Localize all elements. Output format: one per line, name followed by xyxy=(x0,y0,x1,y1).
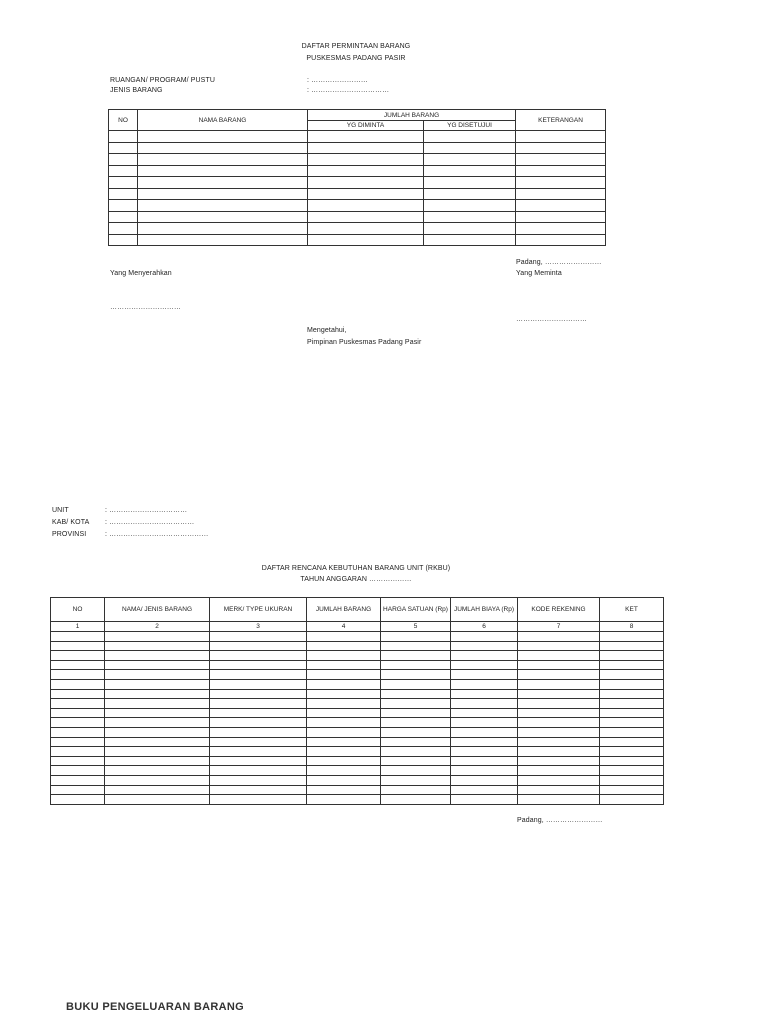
table-row xyxy=(51,737,664,747)
label-yang-menyerahkan: Yang Menyerahkan xyxy=(110,270,172,277)
table-cell xyxy=(518,699,600,709)
table-cell xyxy=(51,660,105,670)
field-value-unit: : …………………………… xyxy=(105,507,188,514)
table-cell xyxy=(451,670,518,680)
table-cell xyxy=(518,766,600,776)
table-cell xyxy=(105,766,210,776)
table-cell xyxy=(51,718,105,728)
form2-subtitle: TAHUN ANGGARAN ……………… xyxy=(300,576,412,583)
table-cell xyxy=(451,756,518,766)
table-cell xyxy=(518,632,600,642)
table-cell xyxy=(308,188,424,200)
table-cell xyxy=(381,795,451,805)
table-cell xyxy=(307,766,381,776)
table-cell xyxy=(51,737,105,747)
table-cell xyxy=(210,775,307,785)
rkbu-colnum: 2 xyxy=(105,622,210,632)
table-cell xyxy=(307,708,381,718)
table-cell xyxy=(308,200,424,212)
table-cell xyxy=(451,737,518,747)
table-cell xyxy=(451,679,518,689)
table-cell xyxy=(451,641,518,651)
table-cell xyxy=(109,131,138,143)
table-cell xyxy=(307,641,381,651)
table-cell xyxy=(51,727,105,737)
table-cell xyxy=(51,670,105,680)
table-row xyxy=(51,766,664,776)
table-cell xyxy=(51,632,105,642)
table-cell xyxy=(600,708,664,718)
rkbu-header-ket: KET xyxy=(600,598,664,622)
table-cell xyxy=(424,154,516,166)
table-row xyxy=(109,165,606,177)
rkbu-colnum: 1 xyxy=(51,622,105,632)
table-cell xyxy=(600,699,664,709)
table-cell xyxy=(210,632,307,642)
table-cell xyxy=(381,718,451,728)
table-cell xyxy=(451,708,518,718)
table-cell xyxy=(307,670,381,680)
rkbu-header-jumlah-barang: JUMLAH BARANG xyxy=(307,598,381,622)
table-cell xyxy=(105,651,210,661)
table-row xyxy=(109,188,606,200)
table-row xyxy=(51,795,664,805)
table-cell xyxy=(307,679,381,689)
table-cell xyxy=(105,718,210,728)
table-cell xyxy=(381,756,451,766)
table-cell xyxy=(451,689,518,699)
table-cell xyxy=(138,165,308,177)
table-cell xyxy=(600,632,664,642)
table-cell xyxy=(51,679,105,689)
table-cell xyxy=(381,670,451,680)
table-cell xyxy=(109,223,138,235)
table-cell xyxy=(518,641,600,651)
table-cell xyxy=(210,651,307,661)
table-cell xyxy=(105,699,210,709)
table-cell xyxy=(210,737,307,747)
table-cell xyxy=(424,200,516,212)
field-value-provinsi: : …………………………………… xyxy=(105,531,209,538)
table-cell xyxy=(518,747,600,757)
rkbu-colnum: 7 xyxy=(518,622,600,632)
table-cell xyxy=(451,795,518,805)
rkbu-header-harga-satuan: HARGA SATUAN (Rp) xyxy=(381,598,451,622)
field-label-unit: UNIT xyxy=(52,507,69,514)
table-cell xyxy=(138,177,308,189)
table-cell xyxy=(451,785,518,795)
table-cell xyxy=(600,718,664,728)
table-row xyxy=(51,756,664,766)
table-cell xyxy=(138,188,308,200)
table-cell xyxy=(518,670,600,680)
field-label-ruangan: RUANGAN/ PROGRAM/ PUSTU xyxy=(110,77,215,84)
table-cell xyxy=(138,142,308,154)
header-keterangan: KETERANGAN xyxy=(516,110,606,131)
table-cell xyxy=(518,727,600,737)
table-cell xyxy=(105,641,210,651)
table-cell xyxy=(600,737,664,747)
table-cell xyxy=(381,699,451,709)
table-row xyxy=(51,651,664,661)
table-cell xyxy=(109,177,138,189)
table-cell xyxy=(105,632,210,642)
table-cell xyxy=(105,660,210,670)
table-cell xyxy=(381,689,451,699)
field-label-kab-kota: KAB/ KOTA xyxy=(52,519,90,526)
table-cell xyxy=(105,775,210,785)
table-row xyxy=(109,223,606,235)
table-cell xyxy=(138,223,308,235)
table-cell xyxy=(424,234,516,246)
header-jumlah-barang: JUMLAH BARANG xyxy=(308,110,516,121)
table-cell xyxy=(308,177,424,189)
table-cell xyxy=(210,747,307,757)
table-cell xyxy=(109,142,138,154)
table-cell xyxy=(424,177,516,189)
table-cell xyxy=(381,651,451,661)
table-cell xyxy=(138,211,308,223)
table-cell xyxy=(381,660,451,670)
table-cell xyxy=(109,211,138,223)
table-cell xyxy=(516,188,606,200)
table-row xyxy=(51,775,664,785)
table-row xyxy=(51,679,664,689)
header-yg-diminta: YG DIMINTA xyxy=(308,121,424,131)
table-cell xyxy=(105,708,210,718)
table-cell xyxy=(105,795,210,805)
table-cell xyxy=(518,651,600,661)
table-cell xyxy=(516,223,606,235)
rkbu-table-body xyxy=(51,632,664,805)
table-row xyxy=(51,718,664,728)
table-cell xyxy=(518,756,600,766)
table-cell xyxy=(109,165,138,177)
table-row xyxy=(109,154,606,166)
table-cell xyxy=(516,234,606,246)
table-cell xyxy=(600,775,664,785)
table-cell xyxy=(516,177,606,189)
table-cell xyxy=(210,766,307,776)
table-cell xyxy=(308,142,424,154)
table-cell xyxy=(51,689,105,699)
table-cell xyxy=(516,142,606,154)
table-cell xyxy=(451,699,518,709)
table-cell xyxy=(210,795,307,805)
table-cell xyxy=(381,775,451,785)
table-cell xyxy=(381,785,451,795)
table-cell xyxy=(381,737,451,747)
table-cell xyxy=(105,785,210,795)
table-cell xyxy=(308,165,424,177)
table-cell xyxy=(516,131,606,143)
header-yg-disetujui: YG DISETUJUI xyxy=(424,121,516,131)
table-cell xyxy=(600,679,664,689)
table-cell xyxy=(518,708,600,718)
table-cell xyxy=(308,234,424,246)
table-row xyxy=(51,699,664,709)
table-cell xyxy=(451,766,518,776)
table-row xyxy=(51,670,664,680)
rkbu-header-nama-jenis: NAMA/ JENIS BARANG xyxy=(105,598,210,622)
table-cell xyxy=(307,718,381,728)
table-cell xyxy=(451,651,518,661)
table-cell xyxy=(105,747,210,757)
table-cell xyxy=(381,766,451,776)
form1-subtitle: PUSKESMAS PADANG PASIR xyxy=(306,55,406,62)
table-cell xyxy=(210,708,307,718)
table-row xyxy=(109,131,606,143)
signature-line-right: ………………………… xyxy=(516,316,587,323)
table-cell xyxy=(518,737,600,747)
table-row xyxy=(109,142,606,154)
table-cell xyxy=(424,211,516,223)
table-cell xyxy=(307,737,381,747)
form1-place-date: Padang, …………………… xyxy=(516,259,602,266)
table-cell xyxy=(210,689,307,699)
table-cell xyxy=(210,785,307,795)
table-cell xyxy=(307,727,381,737)
form1-title: DAFTAR PERMINTAAN BARANG xyxy=(301,43,411,50)
table-cell xyxy=(105,679,210,689)
table-cell xyxy=(308,211,424,223)
table-cell xyxy=(307,689,381,699)
table-cell xyxy=(516,200,606,212)
field-value-jenis-barang: : …………………………… xyxy=(307,87,390,94)
table-row xyxy=(109,211,606,223)
table-row xyxy=(51,708,664,718)
table-cell xyxy=(424,142,516,154)
table-cell xyxy=(51,795,105,805)
table-cell xyxy=(518,795,600,805)
table-cell xyxy=(138,234,308,246)
field-label-jenis-barang: JENIS BARANG xyxy=(110,87,163,94)
table-cell xyxy=(451,660,518,670)
table-cell xyxy=(51,775,105,785)
table-cell xyxy=(138,200,308,212)
table-cell xyxy=(307,651,381,661)
table-row xyxy=(51,632,664,642)
table-cell xyxy=(518,660,600,670)
table-cell xyxy=(105,670,210,680)
table-cell xyxy=(307,660,381,670)
table-cell xyxy=(381,679,451,689)
table-cell xyxy=(51,699,105,709)
table-cell xyxy=(600,727,664,737)
table-cell xyxy=(109,188,138,200)
table-cell xyxy=(424,188,516,200)
table-cell xyxy=(600,795,664,805)
table-cell xyxy=(210,670,307,680)
table-cell xyxy=(105,756,210,766)
form2-title: DAFTAR RENCANA KEBUTUHAN BARANG UNIT (RKBU) xyxy=(261,565,451,572)
table-cell xyxy=(307,756,381,766)
table-cell xyxy=(424,131,516,143)
field-value-kab-kota: : ……………………………… xyxy=(105,519,195,526)
table-cell xyxy=(138,154,308,166)
table-cell xyxy=(424,165,516,177)
table-cell xyxy=(308,223,424,235)
table-cell xyxy=(451,718,518,728)
rkbu-colnum: 8 xyxy=(600,622,664,632)
table-cell xyxy=(600,766,664,776)
label-mengetahui: Mengetahui, xyxy=(307,327,347,334)
table-row xyxy=(51,747,664,757)
table-cell xyxy=(105,737,210,747)
table-cell xyxy=(600,689,664,699)
form2-place-date: Padang, …………………… xyxy=(517,817,603,824)
rkbu-colnum: 5 xyxy=(381,622,451,632)
table-cell xyxy=(600,756,664,766)
table-cell xyxy=(307,775,381,785)
table-cell xyxy=(210,718,307,728)
table-cell xyxy=(451,747,518,757)
rkbu-header-kode-rekening: KODE REKENING xyxy=(518,598,600,622)
label-yang-meminta: Yang Meminta xyxy=(516,270,562,277)
rkbu-header-merk-type: MERK/ TYPE UKURAN xyxy=(210,598,307,622)
table-cell xyxy=(210,641,307,651)
table-cell xyxy=(600,747,664,757)
header-no: NO xyxy=(109,110,138,131)
table-row xyxy=(51,641,664,651)
table-cell xyxy=(381,708,451,718)
rkbu-header-jumlah-biaya: JUMLAH BIAYA (Rp) xyxy=(451,598,518,622)
rkbu-colnum: 6 xyxy=(451,622,518,632)
table-cell xyxy=(381,632,451,642)
header-nama-barang: NAMA BARANG xyxy=(138,110,308,131)
table-cell xyxy=(451,632,518,642)
table-cell xyxy=(381,747,451,757)
table-cell xyxy=(516,165,606,177)
rkbu-colnum: 3 xyxy=(210,622,307,632)
footer-heading: BUKU PENGELUARAN BARANG xyxy=(66,1001,245,1013)
table-cell xyxy=(381,641,451,651)
table-row xyxy=(51,689,664,699)
table-cell xyxy=(105,727,210,737)
label-pimpinan: Pimpinan Puskesmas Padang Pasir xyxy=(307,339,422,346)
table-cell xyxy=(600,651,664,661)
permintaan-table-body xyxy=(109,131,606,246)
table-cell xyxy=(381,727,451,737)
table-cell xyxy=(516,211,606,223)
field-label-provinsi: PROVINSI xyxy=(52,531,87,538)
table-cell xyxy=(51,651,105,661)
table-cell xyxy=(600,641,664,651)
table-cell xyxy=(51,641,105,651)
table-cell xyxy=(210,660,307,670)
rkbu-header-no: NO xyxy=(51,598,105,622)
table-cell xyxy=(210,699,307,709)
permintaan-table xyxy=(108,109,606,246)
table-row xyxy=(109,200,606,212)
table-cell xyxy=(210,756,307,766)
table-cell xyxy=(51,785,105,795)
table-cell xyxy=(307,632,381,642)
table-cell xyxy=(451,775,518,785)
table-row xyxy=(109,234,606,246)
table-cell xyxy=(109,200,138,212)
field-value-ruangan: : …………………… xyxy=(307,77,368,84)
table-cell xyxy=(51,766,105,776)
table-cell xyxy=(138,131,308,143)
table-cell xyxy=(210,679,307,689)
table-row xyxy=(51,660,664,670)
table-cell xyxy=(518,679,600,689)
rkbu-table xyxy=(50,597,664,805)
rkbu-colnum: 4 xyxy=(307,622,381,632)
table-cell xyxy=(307,785,381,795)
table-cell xyxy=(600,785,664,795)
table-cell xyxy=(210,727,307,737)
table-cell xyxy=(308,131,424,143)
table-cell xyxy=(307,795,381,805)
table-cell xyxy=(518,775,600,785)
table-cell xyxy=(51,708,105,718)
table-cell xyxy=(307,699,381,709)
table-row xyxy=(109,177,606,189)
table-row xyxy=(51,727,664,737)
table-cell xyxy=(105,689,210,699)
table-cell xyxy=(51,756,105,766)
table-cell xyxy=(518,689,600,699)
table-cell xyxy=(424,223,516,235)
table-cell xyxy=(516,154,606,166)
table-cell xyxy=(307,747,381,757)
table-cell xyxy=(109,154,138,166)
table-cell xyxy=(109,234,138,246)
table-cell xyxy=(600,670,664,680)
table-cell xyxy=(518,785,600,795)
signature-line-left: ………………………… xyxy=(110,304,181,311)
table-cell xyxy=(451,727,518,737)
table-cell xyxy=(518,718,600,728)
table-cell xyxy=(51,747,105,757)
table-cell xyxy=(308,154,424,166)
table-row xyxy=(51,785,664,795)
table-cell xyxy=(600,660,664,670)
